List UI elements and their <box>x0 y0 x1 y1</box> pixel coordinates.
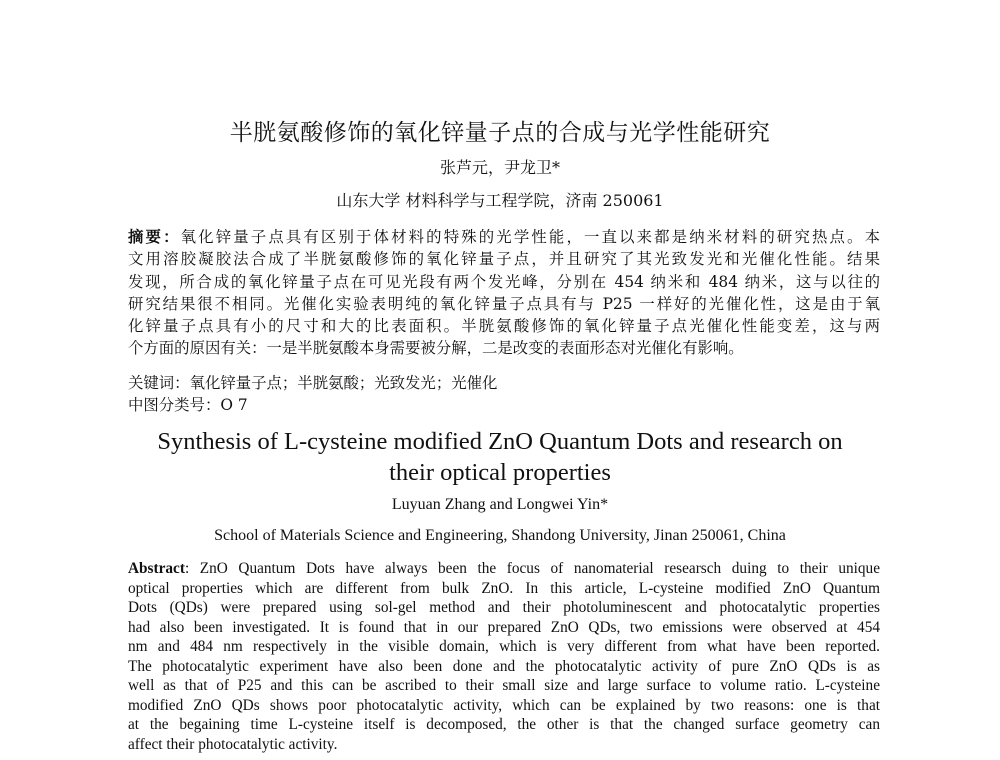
chinese-abstract-line: 化锌量子点具有小的尺寸和大的比表面积。半胱氨酸修饰的氧化锌量子点光催化性能变差，这与两 <box>128 317 880 336</box>
chinese-keywords: 关键词：氧化锌量子点；半胱氨酸；光致发光；光催化 <box>128 374 498 392</box>
chinese-abstract-line: 氧化锌量子点具有区别于体材料的特殊的光学性能，一直以来都是纳米材料的研究热点。本 <box>180 228 880 246</box>
chinese-abstract-line: 个方面的原因有关：一是半胱氨酸本身需要被分解，二是改变的表面形态对光催化有影响。 <box>128 339 744 358</box>
chinese-abstract-line: 研究结果很不相同。光催化实验表明纯的氧化锌量子点具有与 P25 一样好的光催化性，这是由于氧 <box>128 294 880 313</box>
chinese-affiliation: 山东大学 材料科学与工程学院，济南 250061 <box>336 191 664 210</box>
english-affiliation: School of Materials Science and Engineering, Shandong University, Jinan 250061, China <box>214 527 786 544</box>
english-title: Synthesis of L-cysteine modified ZnO Quantum Dots and research on their optical properties <box>157 428 843 486</box>
chinese-abstract-label: 摘要： <box>128 228 181 246</box>
chinese-title: 半胱氨酸修饰的氧化锌量子点的合成与光学性能研究 <box>229 120 771 146</box>
chinese-abstract <box>128 226 880 360</box>
english-abstract-line: had also been investigated. It is found that in our prepared ZnO QDs, two emissions were observed at 454 <box>128 618 880 636</box>
english-abstract <box>128 559 880 754</box>
english-abstract-line: well as that of P25 and this can be ascribed to their small size and large surface to volume ratio. L-cysteine <box>128 677 880 694</box>
english-abstract-line: at the begaining time L-cysteine itself is decomposed, the other is that the changed surface geometry can <box>128 716 880 733</box>
chinese-abstract-line: 发现，所合成的氧化锌量子点在可见光段有两个发光峰，分别在 454 纳米和 484 纳米，这与以往的 <box>128 272 880 291</box>
english-abstract-line: affect their photocatalytic activity. <box>128 735 338 753</box>
english-abstract-line: : ZnO Quantum Dots have always been the focus of nanomaterial researsch duing to their unique <box>184 560 880 577</box>
english-abstract-line: modified ZnO QDs shows poor photocatalytic activity, which can be explained by two reasons: one is that <box>128 696 880 714</box>
english-abstract-line: nm and 484 nm respectively in the visible domain, which is very different from what have been reported. <box>128 638 880 655</box>
chinese-abstract-line: 文用溶胶凝胶法合成了半胱氨酸修饰的氧化锌量子点，并且研究了其光致发光和光催化性能。结果 <box>128 250 880 269</box>
chinese-authors: 张芦元，尹龙卫* <box>439 158 560 177</box>
english-abstract-line: optical properties which are different from bulk ZnO. In this article, L-cysteine modified ZnO Quantum <box>128 579 880 597</box>
english-abstract-line: The photocatalytic experiment have also been done and the photocatalytic activity of pure ZnO QDs is as <box>128 657 880 675</box>
chinese-classification: 中图分类号：O 7 <box>128 396 248 414</box>
english-abstract-line: Dots (QDs) were prepared using sol-gel method and their photoluminescent and photocatalytic properties <box>128 599 880 616</box>
english-authors: Luyuan Zhang and Longwei Yin* <box>391 496 609 513</box>
english-abstract-label: Abstract <box>128 560 185 577</box>
